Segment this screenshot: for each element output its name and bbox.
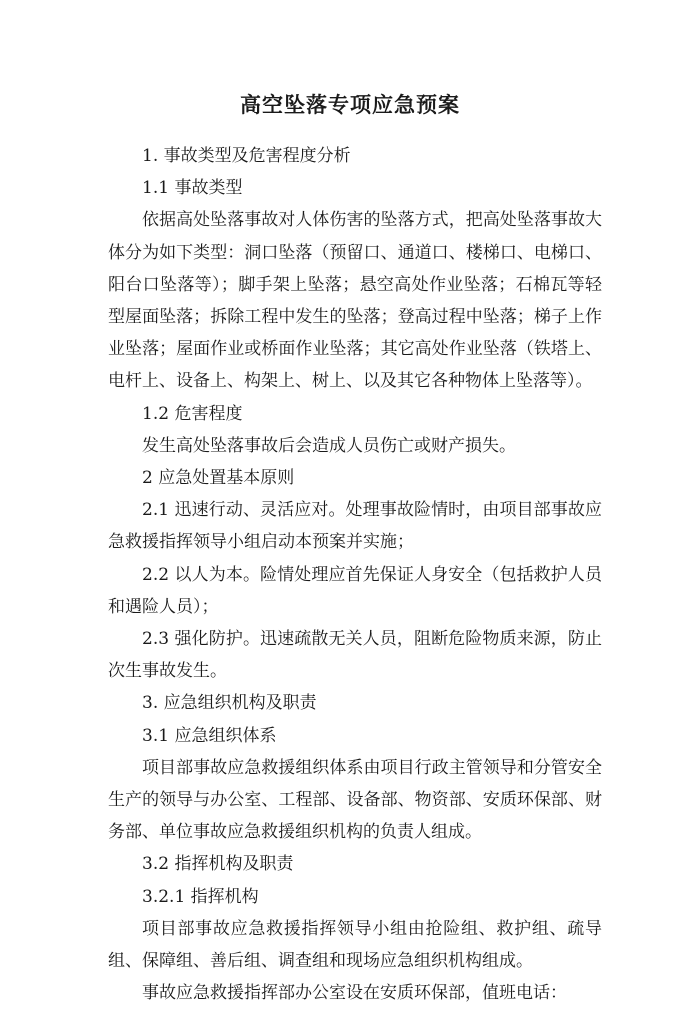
paragraph-2-3: 2.3 强化防护。迅速疏散无关人员，阻断危险物质来源，防止次生事故发生。 (108, 629, 602, 682)
paragraph-2-1: 2.1 迅速行动、灵活应对。处理事故险情时，由项目部事故应急救援指挥领导小组启动本预案并实施； (108, 500, 602, 553)
heading-3-2-1: 3.2.1 指挥机构 (142, 886, 259, 907)
paragraph-accident-types: 依据高处坠落事故对人体伤害的坠落方式，把高处坠落事故大体分为如下类型：洞口坠落（预留口、通道口、楼梯口、电梯口、阳台口坠落等）；脚手架上坠落；悬空高处作业坠落；石棉瓦等轻型屋面坠落；拆除工程中发生的坠落；登高过程中坠落；梯子上作业坠落；屋面作业或桥面作业坠落；其它高处作业坠落（铁塔上、电杆上、设备上、构架上、树上、以及其它各种物体上坠落等）。 (108, 210, 602, 392)
heading-1-1: 1.1 事故类型 (142, 178, 243, 199)
heading-3-2: 3.2 指挥机构及职责 (142, 854, 294, 875)
paragraph-organization-system: 项目部事故应急救援组织体系由项目行政主管领导和分管安全生产的领导与办公室、工程部、设备部、物资部、安质环保部、财务部、单位事故应急救援组织机构的负责人组成。 (108, 757, 602, 843)
heading-1: 1. 事故类型及危害程度分析 (142, 146, 351, 166)
paragraph-duty-office: 事故应急救援指挥部办公室设在安质环保部，值班电话： (142, 983, 567, 1004)
heading-3: 3. 应急组织机构及职责 (142, 693, 317, 714)
heading-2: 2 应急处置基本原则 (142, 468, 295, 489)
paragraph-2-2: 2.2 以人为本。险情处理应首先保证人身安全（包括救护人员和遇险人员）； (108, 564, 602, 617)
paragraph-command-group: 项目部事故应急救援指挥领导小组由抢险组、救护组、疏导组、保障组、善后组、调查组和现场应急组织机构组成。 (108, 918, 602, 972)
document-title: 高空坠落专项应急预案 (240, 92, 460, 117)
heading-3-1: 3.1 应急组织体系 (142, 725, 277, 746)
heading-1-2: 1.2 危害程度 (142, 403, 243, 424)
document-body (108, 140, 602, 1009)
paragraph-hazard-degree: 发生高处坠落事故后会造成人员伤亡或财产损失。 (142, 435, 516, 456)
